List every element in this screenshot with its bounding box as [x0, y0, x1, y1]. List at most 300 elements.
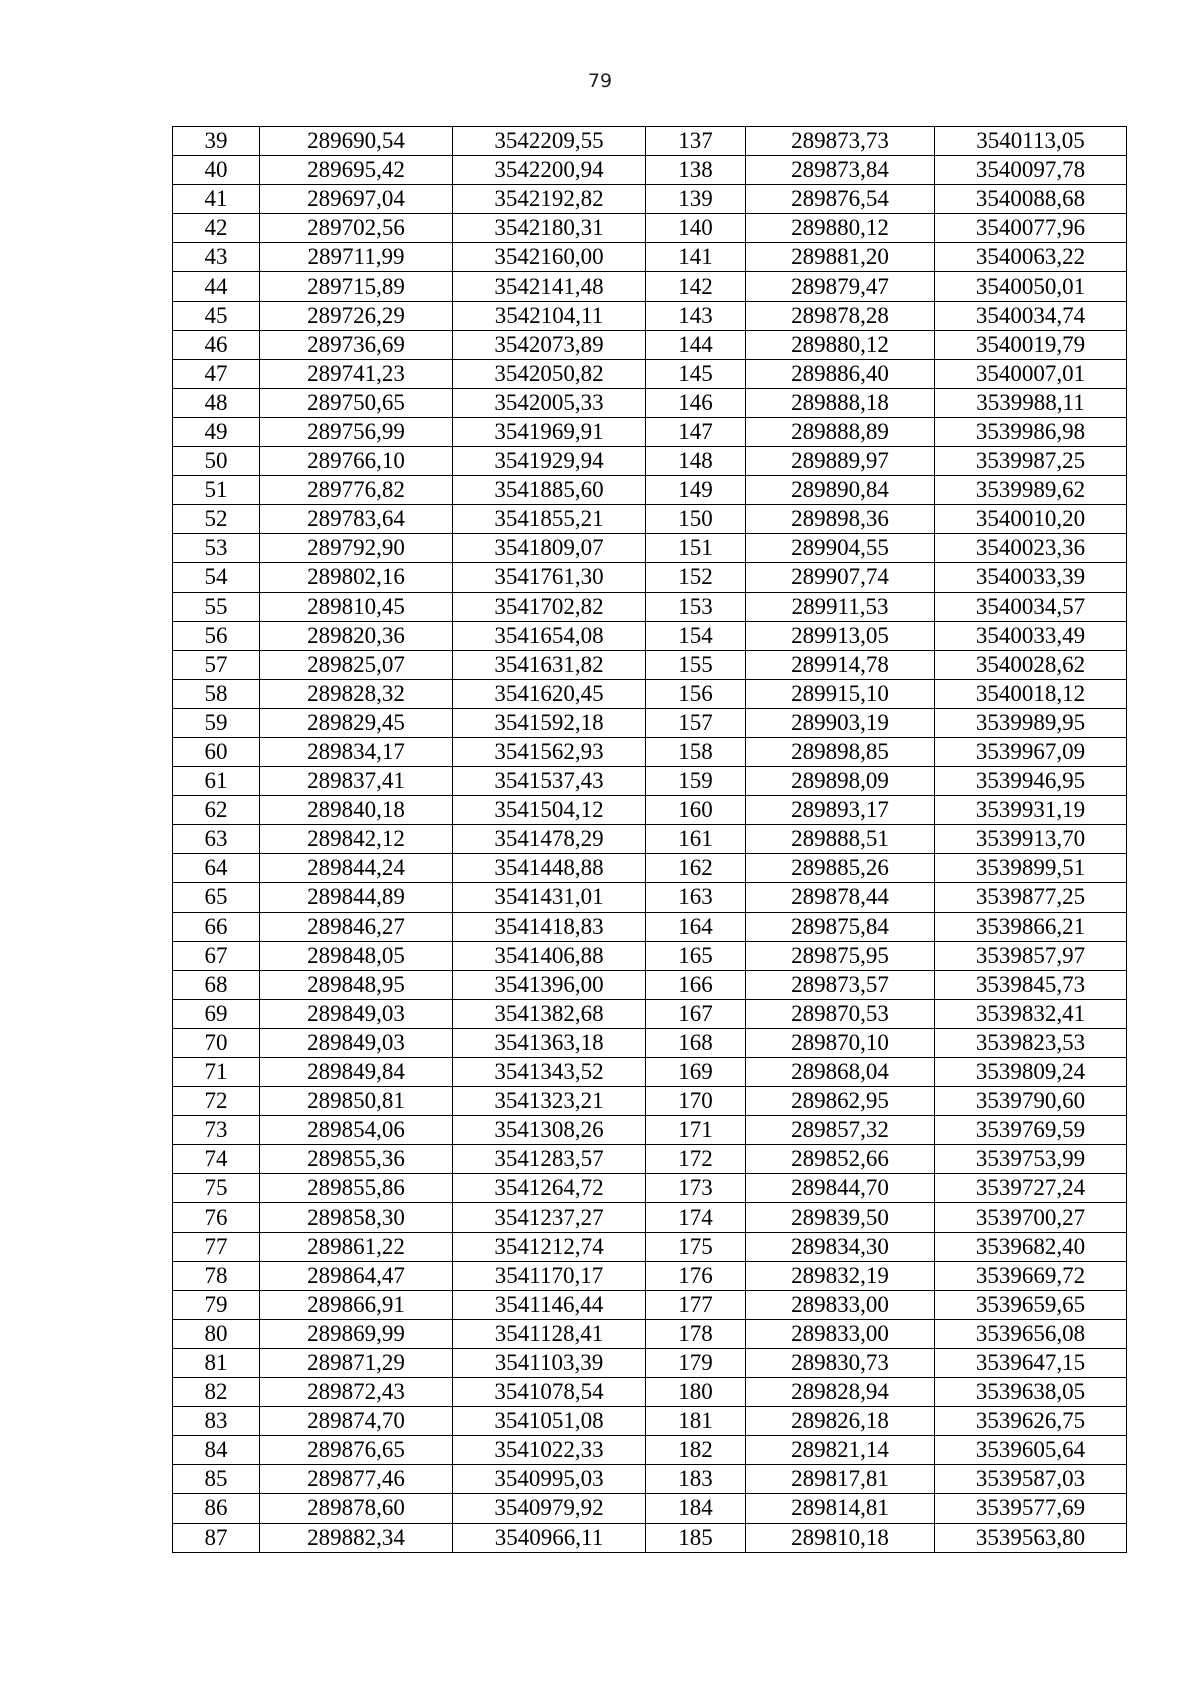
- x-coordinate-left: 289690,54: [260, 127, 453, 156]
- y-coordinate-right: 3539989,95: [935, 708, 1127, 737]
- x-coordinate-left: 289866,91: [260, 1290, 453, 1319]
- x-coordinate-left: 289715,89: [260, 272, 453, 301]
- table-row: [173, 1436, 1127, 1465]
- x-coordinate-right: 289873,84: [746, 156, 935, 185]
- y-coordinate-right: 3539913,70: [935, 825, 1127, 854]
- x-coordinate-left: 289840,18: [260, 796, 453, 825]
- y-coordinate-left: 3541418,83: [453, 912, 646, 941]
- point-number-right: 153: [646, 592, 746, 621]
- point-number-right: 166: [646, 970, 746, 999]
- x-coordinate-right: 289814,81: [746, 1494, 935, 1523]
- x-coordinate-right: 289875,95: [746, 941, 935, 970]
- x-coordinate-right: 289893,17: [746, 796, 935, 825]
- y-coordinate-left: 3542005,33: [453, 388, 646, 417]
- y-coordinate-right: 3539986,98: [935, 417, 1127, 446]
- y-coordinate-left: 3542192,82: [453, 185, 646, 214]
- table-row: [173, 214, 1127, 243]
- table-row: [173, 1523, 1127, 1552]
- point-number-right: 147: [646, 417, 746, 446]
- table-row: [173, 1028, 1127, 1057]
- y-coordinate-left: 3541283,57: [453, 1145, 646, 1174]
- point-number-right: 152: [646, 563, 746, 592]
- y-coordinate-left: 3541128,41: [453, 1319, 646, 1348]
- x-coordinate-right: 289839,50: [746, 1203, 935, 1232]
- x-coordinate-left: 289828,32: [260, 679, 453, 708]
- x-coordinate-left: 289855,86: [260, 1174, 453, 1203]
- y-coordinate-right: 3539931,19: [935, 796, 1127, 825]
- point-number-right: 145: [646, 359, 746, 388]
- table-row: [173, 156, 1127, 185]
- y-coordinate-right: 3539857,97: [935, 941, 1127, 970]
- y-coordinate-right: 3540019,79: [935, 330, 1127, 359]
- point-number-left: 49: [173, 417, 260, 446]
- x-coordinate-right: 289904,55: [746, 534, 935, 563]
- table-row: [173, 447, 1127, 476]
- y-coordinate-left: 3541170,17: [453, 1261, 646, 1290]
- y-coordinate-right: 3540028,62: [935, 650, 1127, 679]
- x-coordinate-left: 289702,56: [260, 214, 453, 243]
- y-coordinate-right: 3539967,09: [935, 737, 1127, 766]
- table-row: [173, 825, 1127, 854]
- table-row: [173, 970, 1127, 999]
- y-coordinate-right: 3539563,80: [935, 1523, 1127, 1552]
- x-coordinate-left: 289874,70: [260, 1407, 453, 1436]
- x-coordinate-right: 289832,19: [746, 1261, 935, 1290]
- y-coordinate-right: 3539638,05: [935, 1378, 1127, 1407]
- point-number-left: 78: [173, 1261, 260, 1290]
- point-number-left: 68: [173, 970, 260, 999]
- y-coordinate-right: 3539832,41: [935, 999, 1127, 1028]
- y-coordinate-right: 3540023,36: [935, 534, 1127, 563]
- x-coordinate-right: 289907,74: [746, 563, 935, 592]
- table-row: [173, 243, 1127, 272]
- y-coordinate-right: 3539727,24: [935, 1174, 1127, 1203]
- x-coordinate-right: 289878,28: [746, 301, 935, 330]
- x-coordinate-right: 289862,95: [746, 1087, 935, 1116]
- table-row: [173, 1087, 1127, 1116]
- y-coordinate-left: 3542104,11: [453, 301, 646, 330]
- y-coordinate-left: 3541969,91: [453, 417, 646, 446]
- y-coordinate-left: 3541323,21: [453, 1087, 646, 1116]
- x-coordinate-left: 289872,43: [260, 1378, 453, 1407]
- point-number-right: 151: [646, 534, 746, 563]
- table-row: [173, 272, 1127, 301]
- point-number-right: 175: [646, 1232, 746, 1261]
- table-row: [173, 127, 1127, 156]
- x-coordinate-right: 289826,18: [746, 1407, 935, 1436]
- point-number-left: 40: [173, 156, 260, 185]
- y-coordinate-left: 3542073,89: [453, 330, 646, 359]
- table-row: [173, 505, 1127, 534]
- x-coordinate-right: 289870,10: [746, 1028, 935, 1057]
- point-number-left: 66: [173, 912, 260, 941]
- point-number-left: 81: [173, 1348, 260, 1377]
- y-coordinate-left: 3542141,48: [453, 272, 646, 301]
- point-number-right: 182: [646, 1436, 746, 1465]
- x-coordinate-left: 289848,05: [260, 941, 453, 970]
- y-coordinate-left: 3542209,55: [453, 127, 646, 156]
- y-coordinate-left: 3540995,03: [453, 1465, 646, 1494]
- x-coordinate-left: 289878,60: [260, 1494, 453, 1523]
- y-coordinate-left: 3541406,88: [453, 941, 646, 970]
- table-row: [173, 1058, 1127, 1087]
- x-coordinate-left: 289849,03: [260, 999, 453, 1028]
- table-row: [173, 185, 1127, 214]
- y-coordinate-right: 3540088,68: [935, 185, 1127, 214]
- y-coordinate-right: 3540034,57: [935, 592, 1127, 621]
- x-coordinate-left: 289844,24: [260, 854, 453, 883]
- y-coordinate-left: 3541620,45: [453, 679, 646, 708]
- x-coordinate-right: 289915,10: [746, 679, 935, 708]
- point-number-left: 77: [173, 1232, 260, 1261]
- y-coordinate-right: 3539700,27: [935, 1203, 1127, 1232]
- point-number-right: 172: [646, 1145, 746, 1174]
- y-coordinate-right: 3540034,74: [935, 301, 1127, 330]
- y-coordinate-left: 3540979,92: [453, 1494, 646, 1523]
- point-number-right: 154: [646, 621, 746, 650]
- y-coordinate-left: 3541504,12: [453, 796, 646, 825]
- y-coordinate-right: 3539669,72: [935, 1261, 1127, 1290]
- y-coordinate-right: 3539790,60: [935, 1087, 1127, 1116]
- y-coordinate-left: 3541363,18: [453, 1028, 646, 1057]
- y-coordinate-left: 3541051,08: [453, 1407, 646, 1436]
- x-coordinate-right: 289914,78: [746, 650, 935, 679]
- point-number-right: 184: [646, 1494, 746, 1523]
- x-coordinate-right: 289881,20: [746, 243, 935, 272]
- x-coordinate-right: 289868,04: [746, 1058, 935, 1087]
- point-number-right: 142: [646, 272, 746, 301]
- x-coordinate-right: 289870,53: [746, 999, 935, 1028]
- y-coordinate-right: 3539877,25: [935, 883, 1127, 912]
- y-coordinate-left: 3541702,82: [453, 592, 646, 621]
- y-coordinate-right: 3540050,01: [935, 272, 1127, 301]
- x-coordinate-left: 289854,06: [260, 1116, 453, 1145]
- table-row: [173, 388, 1127, 417]
- point-number-right: 168: [646, 1028, 746, 1057]
- table-row: [173, 1203, 1127, 1232]
- y-coordinate-right: 3539647,15: [935, 1348, 1127, 1377]
- table-row: [173, 1348, 1127, 1377]
- point-number-right: 183: [646, 1465, 746, 1494]
- y-coordinate-right: 3540063,22: [935, 243, 1127, 272]
- x-coordinate-left: 289834,17: [260, 737, 453, 766]
- y-coordinate-left: 3542050,82: [453, 359, 646, 388]
- table-row: [173, 941, 1127, 970]
- point-number-right: 161: [646, 825, 746, 854]
- x-coordinate-left: 289844,89: [260, 883, 453, 912]
- x-coordinate-left: 289792,90: [260, 534, 453, 563]
- point-number-left: 39: [173, 127, 260, 156]
- table-row: [173, 854, 1127, 883]
- x-coordinate-left: 289711,99: [260, 243, 453, 272]
- y-coordinate-left: 3541078,54: [453, 1378, 646, 1407]
- y-coordinate-left: 3541855,21: [453, 505, 646, 534]
- y-coordinate-right: 3540077,96: [935, 214, 1127, 243]
- x-coordinate-right: 289890,84: [746, 476, 935, 505]
- point-number-left: 71: [173, 1058, 260, 1087]
- x-coordinate-left: 289766,10: [260, 447, 453, 476]
- point-number-right: 185: [646, 1523, 746, 1552]
- x-coordinate-left: 289695,42: [260, 156, 453, 185]
- x-coordinate-left: 289855,36: [260, 1145, 453, 1174]
- x-coordinate-left: 289846,27: [260, 912, 453, 941]
- table-row: [173, 359, 1127, 388]
- y-coordinate-right: 3539946,95: [935, 767, 1127, 796]
- x-coordinate-left: 289829,45: [260, 708, 453, 737]
- y-coordinate-left: 3541212,74: [453, 1232, 646, 1261]
- point-number-left: 79: [173, 1290, 260, 1319]
- coordinates-table-body: [173, 127, 1127, 1553]
- point-number-left: 72: [173, 1087, 260, 1116]
- x-coordinate-left: 289820,36: [260, 621, 453, 650]
- x-coordinate-right: 289886,40: [746, 359, 935, 388]
- y-coordinate-left: 3541382,68: [453, 999, 646, 1028]
- y-coordinate-left: 3541103,39: [453, 1348, 646, 1377]
- point-number-right: 157: [646, 708, 746, 737]
- point-number-left: 80: [173, 1319, 260, 1348]
- y-coordinate-right: 3540033,49: [935, 621, 1127, 650]
- point-number-right: 143: [646, 301, 746, 330]
- x-coordinate-right: 289810,18: [746, 1523, 935, 1552]
- x-coordinate-right: 289898,36: [746, 505, 935, 534]
- point-number-right: 155: [646, 650, 746, 679]
- x-coordinate-right: 289878,44: [746, 883, 935, 912]
- table-row: [173, 883, 1127, 912]
- point-number-left: 64: [173, 854, 260, 883]
- point-number-left: 41: [173, 185, 260, 214]
- point-number-left: 60: [173, 737, 260, 766]
- table-row: [173, 1145, 1127, 1174]
- table-row: [173, 534, 1127, 563]
- point-number-left: 67: [173, 941, 260, 970]
- x-coordinate-right: 289828,94: [746, 1378, 935, 1407]
- table-row: [173, 767, 1127, 796]
- table-row: [173, 737, 1127, 766]
- point-number-right: 162: [646, 854, 746, 883]
- y-coordinate-right: 3540113,05: [935, 127, 1127, 156]
- point-number-left: 69: [173, 999, 260, 1028]
- table-row: [173, 563, 1127, 592]
- y-coordinate-right: 3539809,24: [935, 1058, 1127, 1087]
- x-coordinate-right: 289817,81: [746, 1465, 935, 1494]
- table-row: [173, 301, 1127, 330]
- x-coordinate-right: 289844,70: [746, 1174, 935, 1203]
- x-coordinate-left: 289783,64: [260, 505, 453, 534]
- point-number-right: 180: [646, 1378, 746, 1407]
- x-coordinate-right: 289873,73: [746, 127, 935, 156]
- table-row: [173, 1290, 1127, 1319]
- point-number-right: 140: [646, 214, 746, 243]
- y-coordinate-left: 3541264,72: [453, 1174, 646, 1203]
- point-number-right: 148: [646, 447, 746, 476]
- table-row: [173, 1378, 1127, 1407]
- point-number-right: 179: [646, 1348, 746, 1377]
- table-row: [173, 330, 1127, 359]
- table-row: [173, 1465, 1127, 1494]
- x-coordinate-right: 289903,19: [746, 708, 935, 737]
- x-coordinate-left: 289741,23: [260, 359, 453, 388]
- point-number-right: 137: [646, 127, 746, 156]
- x-coordinate-left: 289850,81: [260, 1087, 453, 1116]
- table-row: [173, 1407, 1127, 1436]
- point-number-left: 55: [173, 592, 260, 621]
- y-coordinate-right: 3539899,51: [935, 854, 1127, 883]
- y-coordinate-right: 3539987,25: [935, 447, 1127, 476]
- y-coordinate-right: 3539626,75: [935, 1407, 1127, 1436]
- y-coordinate-left: 3541885,60: [453, 476, 646, 505]
- y-coordinate-right: 3540018,12: [935, 679, 1127, 708]
- x-coordinate-right: 289852,66: [746, 1145, 935, 1174]
- y-coordinate-left: 3541929,94: [453, 447, 646, 476]
- point-number-right: 149: [646, 476, 746, 505]
- x-coordinate-right: 289880,12: [746, 214, 935, 243]
- y-coordinate-right: 3539753,99: [935, 1145, 1127, 1174]
- point-number-left: 57: [173, 650, 260, 679]
- y-coordinate-left: 3541146,44: [453, 1290, 646, 1319]
- x-coordinate-right: 289875,84: [746, 912, 935, 941]
- x-coordinate-left: 289776,82: [260, 476, 453, 505]
- x-coordinate-left: 289837,41: [260, 767, 453, 796]
- point-number-right: 176: [646, 1261, 746, 1290]
- table-row: [173, 650, 1127, 679]
- point-number-right: 171: [646, 1116, 746, 1145]
- y-coordinate-left: 3541537,43: [453, 767, 646, 796]
- table-row: [173, 1319, 1127, 1348]
- x-coordinate-right: 289888,89: [746, 417, 935, 446]
- point-number-left: 65: [173, 883, 260, 912]
- table-row: [173, 476, 1127, 505]
- x-coordinate-left: 289750,65: [260, 388, 453, 417]
- x-coordinate-right: 289885,26: [746, 854, 935, 883]
- point-number-left: 46: [173, 330, 260, 359]
- y-coordinate-right: 3540007,01: [935, 359, 1127, 388]
- point-number-left: 82: [173, 1378, 260, 1407]
- point-number-left: 47: [173, 359, 260, 388]
- point-number-right: 169: [646, 1058, 746, 1087]
- y-coordinate-left: 3541022,33: [453, 1436, 646, 1465]
- y-coordinate-left: 3541396,00: [453, 970, 646, 999]
- x-coordinate-right: 289821,14: [746, 1436, 935, 1465]
- x-coordinate-left: 289802,16: [260, 563, 453, 592]
- table-row: [173, 708, 1127, 737]
- point-number-left: 84: [173, 1436, 260, 1465]
- point-number-right: 141: [646, 243, 746, 272]
- coordinates-table: [172, 126, 1127, 1553]
- y-coordinate-left: 3542160,00: [453, 243, 646, 272]
- page-number: 79: [587, 70, 613, 92]
- table-row: [173, 999, 1127, 1028]
- point-number-left: 52: [173, 505, 260, 534]
- point-number-right: 164: [646, 912, 746, 941]
- x-coordinate-left: 289882,34: [260, 1523, 453, 1552]
- point-number-left: 48: [173, 388, 260, 417]
- y-coordinate-left: 3541654,08: [453, 621, 646, 650]
- x-coordinate-right: 289898,85: [746, 737, 935, 766]
- point-number-right: 170: [646, 1087, 746, 1116]
- x-coordinate-left: 289726,29: [260, 301, 453, 330]
- x-coordinate-right: 289879,47: [746, 272, 935, 301]
- table-row: [173, 417, 1127, 446]
- table-row: [173, 1116, 1127, 1145]
- table-row: [173, 592, 1127, 621]
- point-number-right: 178: [646, 1319, 746, 1348]
- point-number-right: 156: [646, 679, 746, 708]
- y-coordinate-left: 3541809,07: [453, 534, 646, 563]
- point-number-right: 165: [646, 941, 746, 970]
- y-coordinate-left: 3541431,01: [453, 883, 646, 912]
- y-coordinate-left: 3541237,27: [453, 1203, 646, 1232]
- x-coordinate-left: 289876,65: [260, 1436, 453, 1465]
- y-coordinate-right: 3539659,65: [935, 1290, 1127, 1319]
- point-number-right: 150: [646, 505, 746, 534]
- point-number-left: 51: [173, 476, 260, 505]
- x-coordinate-left: 289825,07: [260, 650, 453, 679]
- y-coordinate-right: 3540010,20: [935, 505, 1127, 534]
- x-coordinate-left: 289849,03: [260, 1028, 453, 1057]
- table-row: [173, 1261, 1127, 1290]
- y-coordinate-right: 3539682,40: [935, 1232, 1127, 1261]
- x-coordinate-right: 289880,12: [746, 330, 935, 359]
- point-number-right: 144: [646, 330, 746, 359]
- y-coordinate-left: 3542180,31: [453, 214, 646, 243]
- y-coordinate-left: 3541308,26: [453, 1116, 646, 1145]
- point-number-left: 53: [173, 534, 260, 563]
- point-number-left: 87: [173, 1523, 260, 1552]
- y-coordinate-left: 3540966,11: [453, 1523, 646, 1552]
- point-number-left: 75: [173, 1174, 260, 1203]
- y-coordinate-left: 3541562,93: [453, 737, 646, 766]
- x-coordinate-right: 289857,32: [746, 1116, 935, 1145]
- point-number-left: 61: [173, 767, 260, 796]
- y-coordinate-left: 3542200,94: [453, 156, 646, 185]
- x-coordinate-left: 289697,04: [260, 185, 453, 214]
- y-coordinate-left: 3541343,52: [453, 1058, 646, 1087]
- point-number-left: 42: [173, 214, 260, 243]
- point-number-left: 85: [173, 1465, 260, 1494]
- point-number-left: 63: [173, 825, 260, 854]
- y-coordinate-right: 3539656,08: [935, 1319, 1127, 1348]
- point-number-left: 83: [173, 1407, 260, 1436]
- point-number-right: 138: [646, 156, 746, 185]
- point-number-left: 62: [173, 796, 260, 825]
- y-coordinate-right: 3539587,03: [935, 1465, 1127, 1494]
- point-number-right: 139: [646, 185, 746, 214]
- point-number-left: 73: [173, 1116, 260, 1145]
- point-number-right: 177: [646, 1290, 746, 1319]
- y-coordinate-right: 3539989,62: [935, 476, 1127, 505]
- x-coordinate-left: 289871,29: [260, 1348, 453, 1377]
- y-coordinate-right: 3539845,73: [935, 970, 1127, 999]
- point-number-left: 70: [173, 1028, 260, 1057]
- table-row: [173, 1232, 1127, 1261]
- point-number-left: 86: [173, 1494, 260, 1523]
- y-coordinate-left: 3541592,18: [453, 708, 646, 737]
- point-number-right: 167: [646, 999, 746, 1028]
- table-row: [173, 796, 1127, 825]
- point-number-left: 43: [173, 243, 260, 272]
- point-number-right: 163: [646, 883, 746, 912]
- x-coordinate-right: 289834,30: [746, 1232, 935, 1261]
- x-coordinate-right: 289898,09: [746, 767, 935, 796]
- table-row: [173, 1174, 1127, 1203]
- point-number-left: 44: [173, 272, 260, 301]
- point-number-right: 146: [646, 388, 746, 417]
- x-coordinate-right: 289913,05: [746, 621, 935, 650]
- y-coordinate-right: 3540033,39: [935, 563, 1127, 592]
- y-coordinate-right: 3539866,21: [935, 912, 1127, 941]
- point-number-right: 181: [646, 1407, 746, 1436]
- x-coordinate-right: 289888,51: [746, 825, 935, 854]
